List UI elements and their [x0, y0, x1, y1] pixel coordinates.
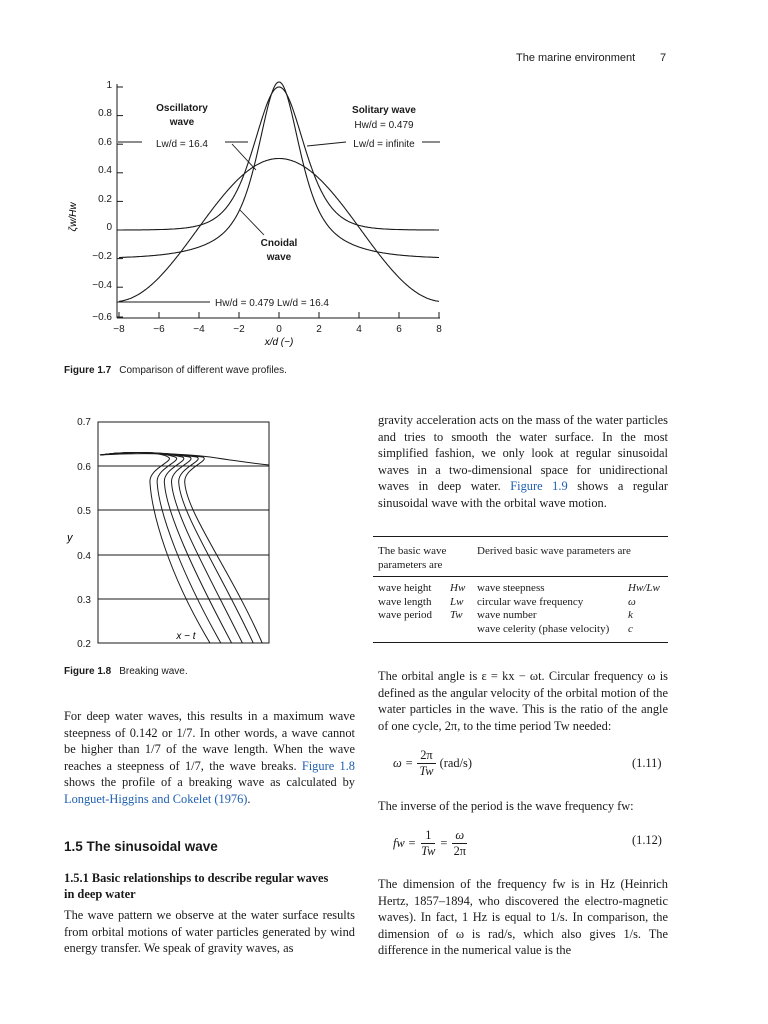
oscillatory-label-2: wave — [169, 117, 195, 128]
eq-lhs: fw = — [393, 835, 417, 850]
equation-number: (1.11) — [632, 756, 662, 770]
y-tick-label: 0.2 — [98, 194, 112, 205]
figure-1-7 — [60, 72, 450, 352]
paragraph-steepness: For deep water waves, this results in a maximum wave steepness of 0.142 or 1/7. In other words, a wave cannot be higher than 1/7 of the wave length. When the wave reaches a steepness of 1/7, the wave breaks. Figure 1.8 shows the profile of a breaking wave as calculated by Longuet-Higgins and Cokelet (1976). — [64, 709, 355, 806]
y-tick-label: 0.6 — [98, 137, 112, 148]
table-bottom-rule — [373, 642, 668, 643]
eq-unit: (rad/s) — [439, 755, 473, 770]
y-tick-label: 0.8 — [98, 108, 112, 119]
y-tick-label: 0.2 — [77, 639, 91, 650]
caption-text: Breaking wave. — [119, 666, 188, 677]
breaking-wave-profile — [100, 453, 242, 643]
y-tick-label: 0.6 — [77, 462, 91, 473]
eq-lhs: ω = — [393, 755, 414, 770]
table-basic-names — [378, 582, 432, 623]
y-tick-label: 0.4 — [98, 165, 112, 176]
table-cell: c — [628, 622, 633, 635]
y-axis-label: ζw/Hw — [68, 202, 79, 232]
y-tick-label: 0 — [106, 222, 112, 233]
breaking-wave-profile — [100, 453, 253, 643]
sol-pointer — [307, 142, 346, 146]
breaking-wave-profile — [100, 453, 210, 643]
x-tick-label: 4 — [356, 324, 362, 335]
y-tick-label: 0.5 — [77, 506, 91, 517]
y-tick-label: 0.3 — [77, 595, 91, 606]
x-tick-label: 2 — [316, 324, 322, 335]
page-number: 7 — [660, 52, 667, 64]
table-cell: circular wave frequency — [477, 595, 584, 608]
table-derived-symbols — [628, 582, 660, 636]
cnoidal-label: Cnoidal — [260, 238, 298, 249]
y-axis-label: y — [67, 532, 73, 544]
breaking-wave-profile — [100, 453, 221, 643]
eq-equals: = — [440, 835, 448, 850]
table-cell: Lw — [450, 595, 464, 608]
running-header: The marine environment — [516, 52, 636, 64]
equation-1-12 — [393, 822, 467, 864]
solitary-label: Solitary wave — [352, 105, 416, 116]
table-mid-rule — [373, 576, 668, 577]
x-tick-label: 8 — [436, 324, 442, 335]
paragraph-orbital: The orbital angle is ε = kx − ωt. Circular frequency ω is defined as the angular velocity of the orbital motion of the water particles in the wave. This is the ratio of the angle of one cycle, 2π, to the time period Tw needed: — [378, 669, 668, 733]
breaking-wave-profile — [100, 453, 232, 643]
table-cell: wave period — [378, 609, 433, 621]
table-head-basic: The basic wave parameters are — [378, 545, 447, 571]
table-cell: Hw/Lw — [628, 582, 660, 594]
paragraph-inverse: The inverse of the period is the wave frequency fw: — [378, 799, 634, 813]
y-tick-label: −0.4 — [92, 280, 112, 291]
table-head-derived: Derived basic wave parameters are — [477, 545, 631, 557]
x-tick-label: −2 — [233, 324, 245, 335]
solitary-param-1: Hw/d = 0.479 — [354, 120, 414, 131]
x-axis-label: x/d (−) — [264, 337, 294, 348]
table-top-rule — [373, 536, 668, 537]
eq-denominator: Tw — [419, 763, 434, 778]
eq-numerator: 2π — [417, 748, 435, 764]
table-cell: wave number — [477, 609, 537, 621]
y-tick-label: 0.4 — [77, 551, 91, 562]
cnoidal-param: Hw/d = 0.479 Lw/d = 16.4 — [215, 298, 329, 309]
caption-text: Comparison of different wave profiles. — [119, 365, 287, 376]
figure-1-8 — [60, 413, 275, 653]
paragraph-gravity: gravity acceleration acts on the mass of the water particles and tries to smooth the water surface. In the most simplified fashion, we only look at regular sinusoidal waves in a two-dimensional space for unidirectional waves in deep water. Figure 1.9 shows a regular sinusoidal wave with the orbital wave motion. — [378, 413, 668, 510]
x-tick-label: −8 — [113, 324, 125, 335]
figure-1-8-caption — [64, 666, 188, 677]
figure-1-9-link[interactable]: Figure 1.9 — [510, 479, 568, 494]
eq-denominator: Tw — [421, 843, 436, 858]
table-derived-names — [477, 582, 609, 636]
osc-pointer — [232, 144, 256, 170]
oscillatory-param: Lw/d = 16.4 — [156, 139, 208, 150]
table-cell: wave steepness — [477, 582, 545, 594]
citation-link[interactable]: Longuet-Higgins and Cokelet (1976) — [64, 791, 248, 806]
paragraph-wave-pattern: The wave pattern we observe at the water surface results from orbital motions of water particles generated by wind energy transfer. We speak of gravity waves, as — [64, 908, 355, 956]
y-tick-label: −0.2 — [92, 251, 112, 262]
table-cell: wave length — [378, 595, 432, 608]
eq-numerator: ω — [452, 828, 467, 844]
table-cell: wave celerity (phase velocity) — [477, 622, 610, 635]
oscillatory-wave-curve — [119, 159, 439, 302]
table-cell: ω — [628, 595, 636, 608]
subsection-heading: 1.5.1 Basic relationships to describe regular waves in deep water — [64, 871, 329, 901]
x-tick-label: 0 — [276, 324, 282, 335]
caption-label: Figure 1.7 — [64, 365, 112, 376]
x-tick-label: −6 — [153, 324, 165, 335]
y-tick-label: 1 — [106, 80, 112, 91]
figure-1-8-link[interactable]: Figure 1.8 — [301, 758, 355, 773]
solitary-param-2: Lw/d = infinite — [353, 139, 415, 150]
table-cell: Hw — [450, 582, 466, 594]
table-cell: wave height — [378, 582, 432, 594]
caption-label: Figure 1.8 — [64, 666, 112, 677]
x-axis-label: x − t — [176, 631, 196, 642]
breaking-wave-profile — [100, 453, 262, 643]
equation-1-11 — [393, 742, 472, 784]
y-tick-label: 0.7 — [77, 417, 91, 428]
figure-1-7-caption — [64, 365, 287, 376]
cnoidal-pointer — [240, 210, 264, 235]
table-cell: Tw — [450, 609, 463, 621]
cnoidal-label-2: wave — [266, 252, 292, 263]
table-cell: k — [628, 609, 633, 621]
eq-denominator: 2π — [453, 843, 467, 858]
x-tick-label: −4 — [193, 324, 205, 335]
table-basic-symbols — [450, 582, 465, 623]
oscillatory-label: Oscillatory — [156, 103, 208, 114]
paragraph-frequency: The dimension of the frequency fw is in Hz (Heinrich Hertz, 1857–1894, who discovered the electro-magnetic waves). In fact, 1 Hz is equal to 1/s. In comparison, the dimension of ω is rad/s, which also gives 1/s. The difference in the numerical value is the — [378, 877, 668, 958]
eq-numerator: 1 — [421, 828, 435, 844]
x-tick-label: 6 — [396, 324, 402, 335]
section-heading: 1.5 The sinusoidal wave — [64, 839, 218, 854]
y-tick-label: −0.6 — [92, 312, 112, 323]
equation-number: (1.12) — [632, 833, 662, 847]
